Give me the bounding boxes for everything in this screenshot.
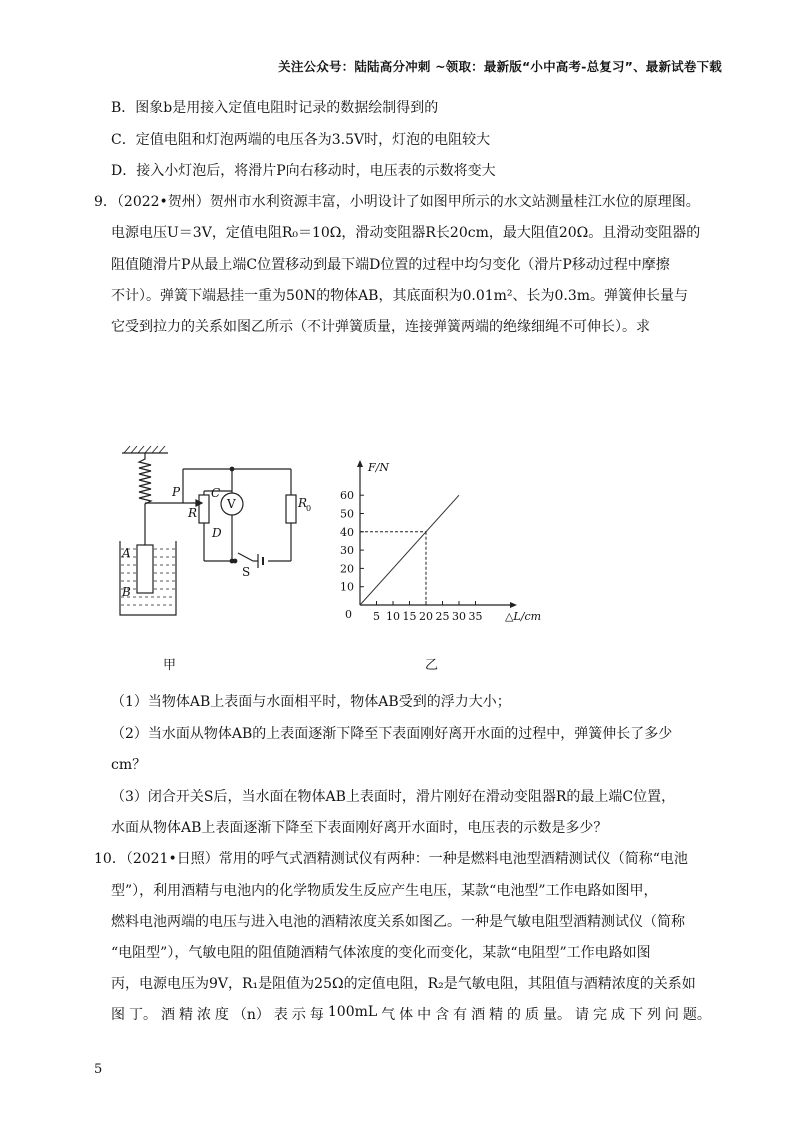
q10-line-6-word: 成 xyxy=(610,1007,625,1023)
y-tick-label: 20 xyxy=(340,562,354,576)
series-line xyxy=(360,495,459,605)
page-number: 5 xyxy=(94,1062,103,1077)
x-tick-label: 25 xyxy=(435,610,450,623)
y-tick-label: 30 xyxy=(340,544,354,558)
label-p: P xyxy=(172,485,181,499)
spring xyxy=(139,453,151,505)
q10-line-6-word: 精 xyxy=(178,1007,193,1023)
q10-line-6-word: 浓 xyxy=(196,1007,211,1023)
q9-sub-3b: 水面从物体AB上表面逐渐下降至下表面刚好离开水面时，电压表的示数是多少？ xyxy=(111,820,608,836)
q10-line-6-word: 量。 xyxy=(543,1007,572,1023)
q10-line-6-word: 度 xyxy=(214,1007,229,1023)
ceiling-hatch xyxy=(124,446,165,453)
label-a: A xyxy=(122,546,131,560)
q10-line-6-word: 题。 xyxy=(682,1007,711,1023)
circuit-diagram xyxy=(108,445,312,630)
figure-b-caption: 乙 xyxy=(425,658,439,673)
q9-line-3: 阻值随滑片P从最上端C位置移动到最下端D位置的过程中均匀变化（滑片P移动过程中摩擦 xyxy=(111,257,670,273)
q9-line-2: 电源电压U＝3V，定值电阻R₀＝10Ω，滑动变阻器R长20cm，最大阻值20Ω。且滑动变阻器的 xyxy=(111,225,701,241)
q10-line-5: 丙，电源电压为9V，R₁是阻值为25Ω的定值电阻，R₂是气敏电阻，其阻值与酒精浓度的关系如 xyxy=(111,976,696,992)
x-tick-label: 35 xyxy=(468,610,483,623)
q10-line-6-word: 列 xyxy=(646,1007,661,1023)
force-extension-chart xyxy=(330,455,550,630)
q10-line-6-word: 质 xyxy=(525,1007,540,1023)
q10-line-4: “电阻型”），气敏电阻的阻值随酒精气体浓度的变化而变化，某款“电阻型”工作电路如图 xyxy=(111,945,651,961)
q9-sub-3a: （3）闭合开关S后，当水面在物体AB上表面时，滑片刚好在滑动变阻器R的最上端C位置， xyxy=(111,789,676,805)
q10-line-6-word: （n） xyxy=(232,1007,270,1023)
y-tick-label: 10 xyxy=(340,580,354,594)
label-r0-sub: 0 xyxy=(306,504,312,513)
y-tick-label: 60 xyxy=(340,489,354,503)
q10-line-6-word: 图 xyxy=(111,1007,125,1023)
q10-line-6-word: 中 xyxy=(417,1007,432,1023)
label-r0: R xyxy=(298,496,308,510)
q10-line-6 xyxy=(111,1004,711,1024)
q10-line-6-word: 每 xyxy=(309,1007,324,1023)
q10-line-6-word: 精 xyxy=(489,1007,504,1023)
page-header: 关注公众号：陆陆高分冲刺 ~领取：最新版“小中高考-总复习”、最新试卷下载 xyxy=(278,59,722,74)
x-tick-label: 30 xyxy=(452,610,466,623)
q10-line-6-word: 请 xyxy=(575,1007,589,1023)
origin-label: 0 xyxy=(345,608,352,621)
x-tick-label: 10 xyxy=(386,610,400,623)
q10-line-6-word: 含 xyxy=(435,1007,450,1023)
x-axis-label: △L/cm xyxy=(504,610,542,623)
q10-line-6-word: 酒 xyxy=(160,1007,175,1023)
option-c: C．定值电阻和灯泡两端的电压各为3.5V时，灯泡的电阻较大 xyxy=(111,132,491,148)
q9-line-5: 它受到拉力的关系如图乙所示（不计弹簧质量，连接弹簧两端的绝缘细绳不可伸长）。求 xyxy=(111,319,650,335)
option-d: D．接入小灯泡后，将滑片P向右移动时，电压表的示数将变大 xyxy=(111,163,496,179)
switch-s xyxy=(238,553,253,561)
q9-sub-1: （1）当物体AB上表面与水面相平时，物体AB受到的浮力大小； xyxy=(111,694,511,710)
figure-a-caption: 甲 xyxy=(163,658,177,673)
label-d: D xyxy=(212,526,222,540)
q10-line-2: 型”），利用酒精与电池内的化学物质发生反应产生电压，某款“电池型”工作电路如图甲， xyxy=(111,883,658,899)
x-axis-arrow xyxy=(510,602,517,608)
object-ab xyxy=(137,545,153,593)
q10-line-6-word: 问 xyxy=(664,1007,679,1023)
label-v: V xyxy=(227,497,236,511)
q10-line-6-word: 的 xyxy=(507,1007,522,1023)
label-r: R xyxy=(188,506,198,520)
q9-sub-2a: （2）当水面从物体AB的上表面逐渐下降至下表面刚好离开水面的过程中，弹簧伸长了多少 xyxy=(111,726,673,742)
q10-line-6-word: 酒 xyxy=(471,1007,486,1023)
q10-line-6-word: 有 xyxy=(453,1007,468,1023)
x-tick-label: 20 xyxy=(419,610,433,623)
q10-line-6-word: 丁。 xyxy=(128,1007,157,1023)
q10-line-6-word: 完 xyxy=(592,1007,607,1023)
q10-line-6-word: 体 xyxy=(399,1007,414,1023)
resistor-r0 xyxy=(286,495,296,523)
q10-line-1: 10．（2021•日照）常用的呼气式酒精测试仪有两种：一种是燃料电池型酒精测试仪（简称“电池 xyxy=(94,851,688,867)
label-c: C xyxy=(211,486,221,500)
slide-rheostat-r xyxy=(199,495,209,523)
q9-line-1: 9．（2022•贺州）贺州市水利资源丰富，小明设计了如图甲所示的水文站测量桂江水位的原理图。 xyxy=(94,194,700,210)
q10-line-6-word: 气 xyxy=(381,1007,396,1023)
label-b: B xyxy=(122,585,131,599)
y-axis-label: F/N xyxy=(368,461,389,474)
q10-line-6-word: 100mL xyxy=(327,1004,378,1020)
label-s: S xyxy=(242,565,251,579)
option-b: B．图象b是用接入定值电阻时记录的数据绘制得到的 xyxy=(111,100,439,116)
q10-line-6-word: 下 xyxy=(628,1007,643,1023)
x-tick-label: 5 xyxy=(373,610,380,623)
y-tick-label: 40 xyxy=(340,525,354,539)
x-tick-label: 15 xyxy=(402,610,417,623)
q10-line-6-word: 示 xyxy=(291,1007,306,1023)
y-axis-arrow xyxy=(357,460,363,467)
q9-sub-2b: cm？ xyxy=(111,757,147,773)
q10-line-6-word: 表 xyxy=(273,1007,288,1023)
q10-line-3: 燃料电池两端的电压与进入电池的酒精浓度关系如图乙。一种是气敏电阻型酒精测试仪（简称 xyxy=(111,914,685,930)
q9-line-4: 不计）。弹簧下端悬挂一重为50N的物体AB，其底面积为0.01m²、长为0.3m。弹簧伸长量与 xyxy=(111,288,689,304)
y-tick-label: 50 xyxy=(340,507,354,521)
